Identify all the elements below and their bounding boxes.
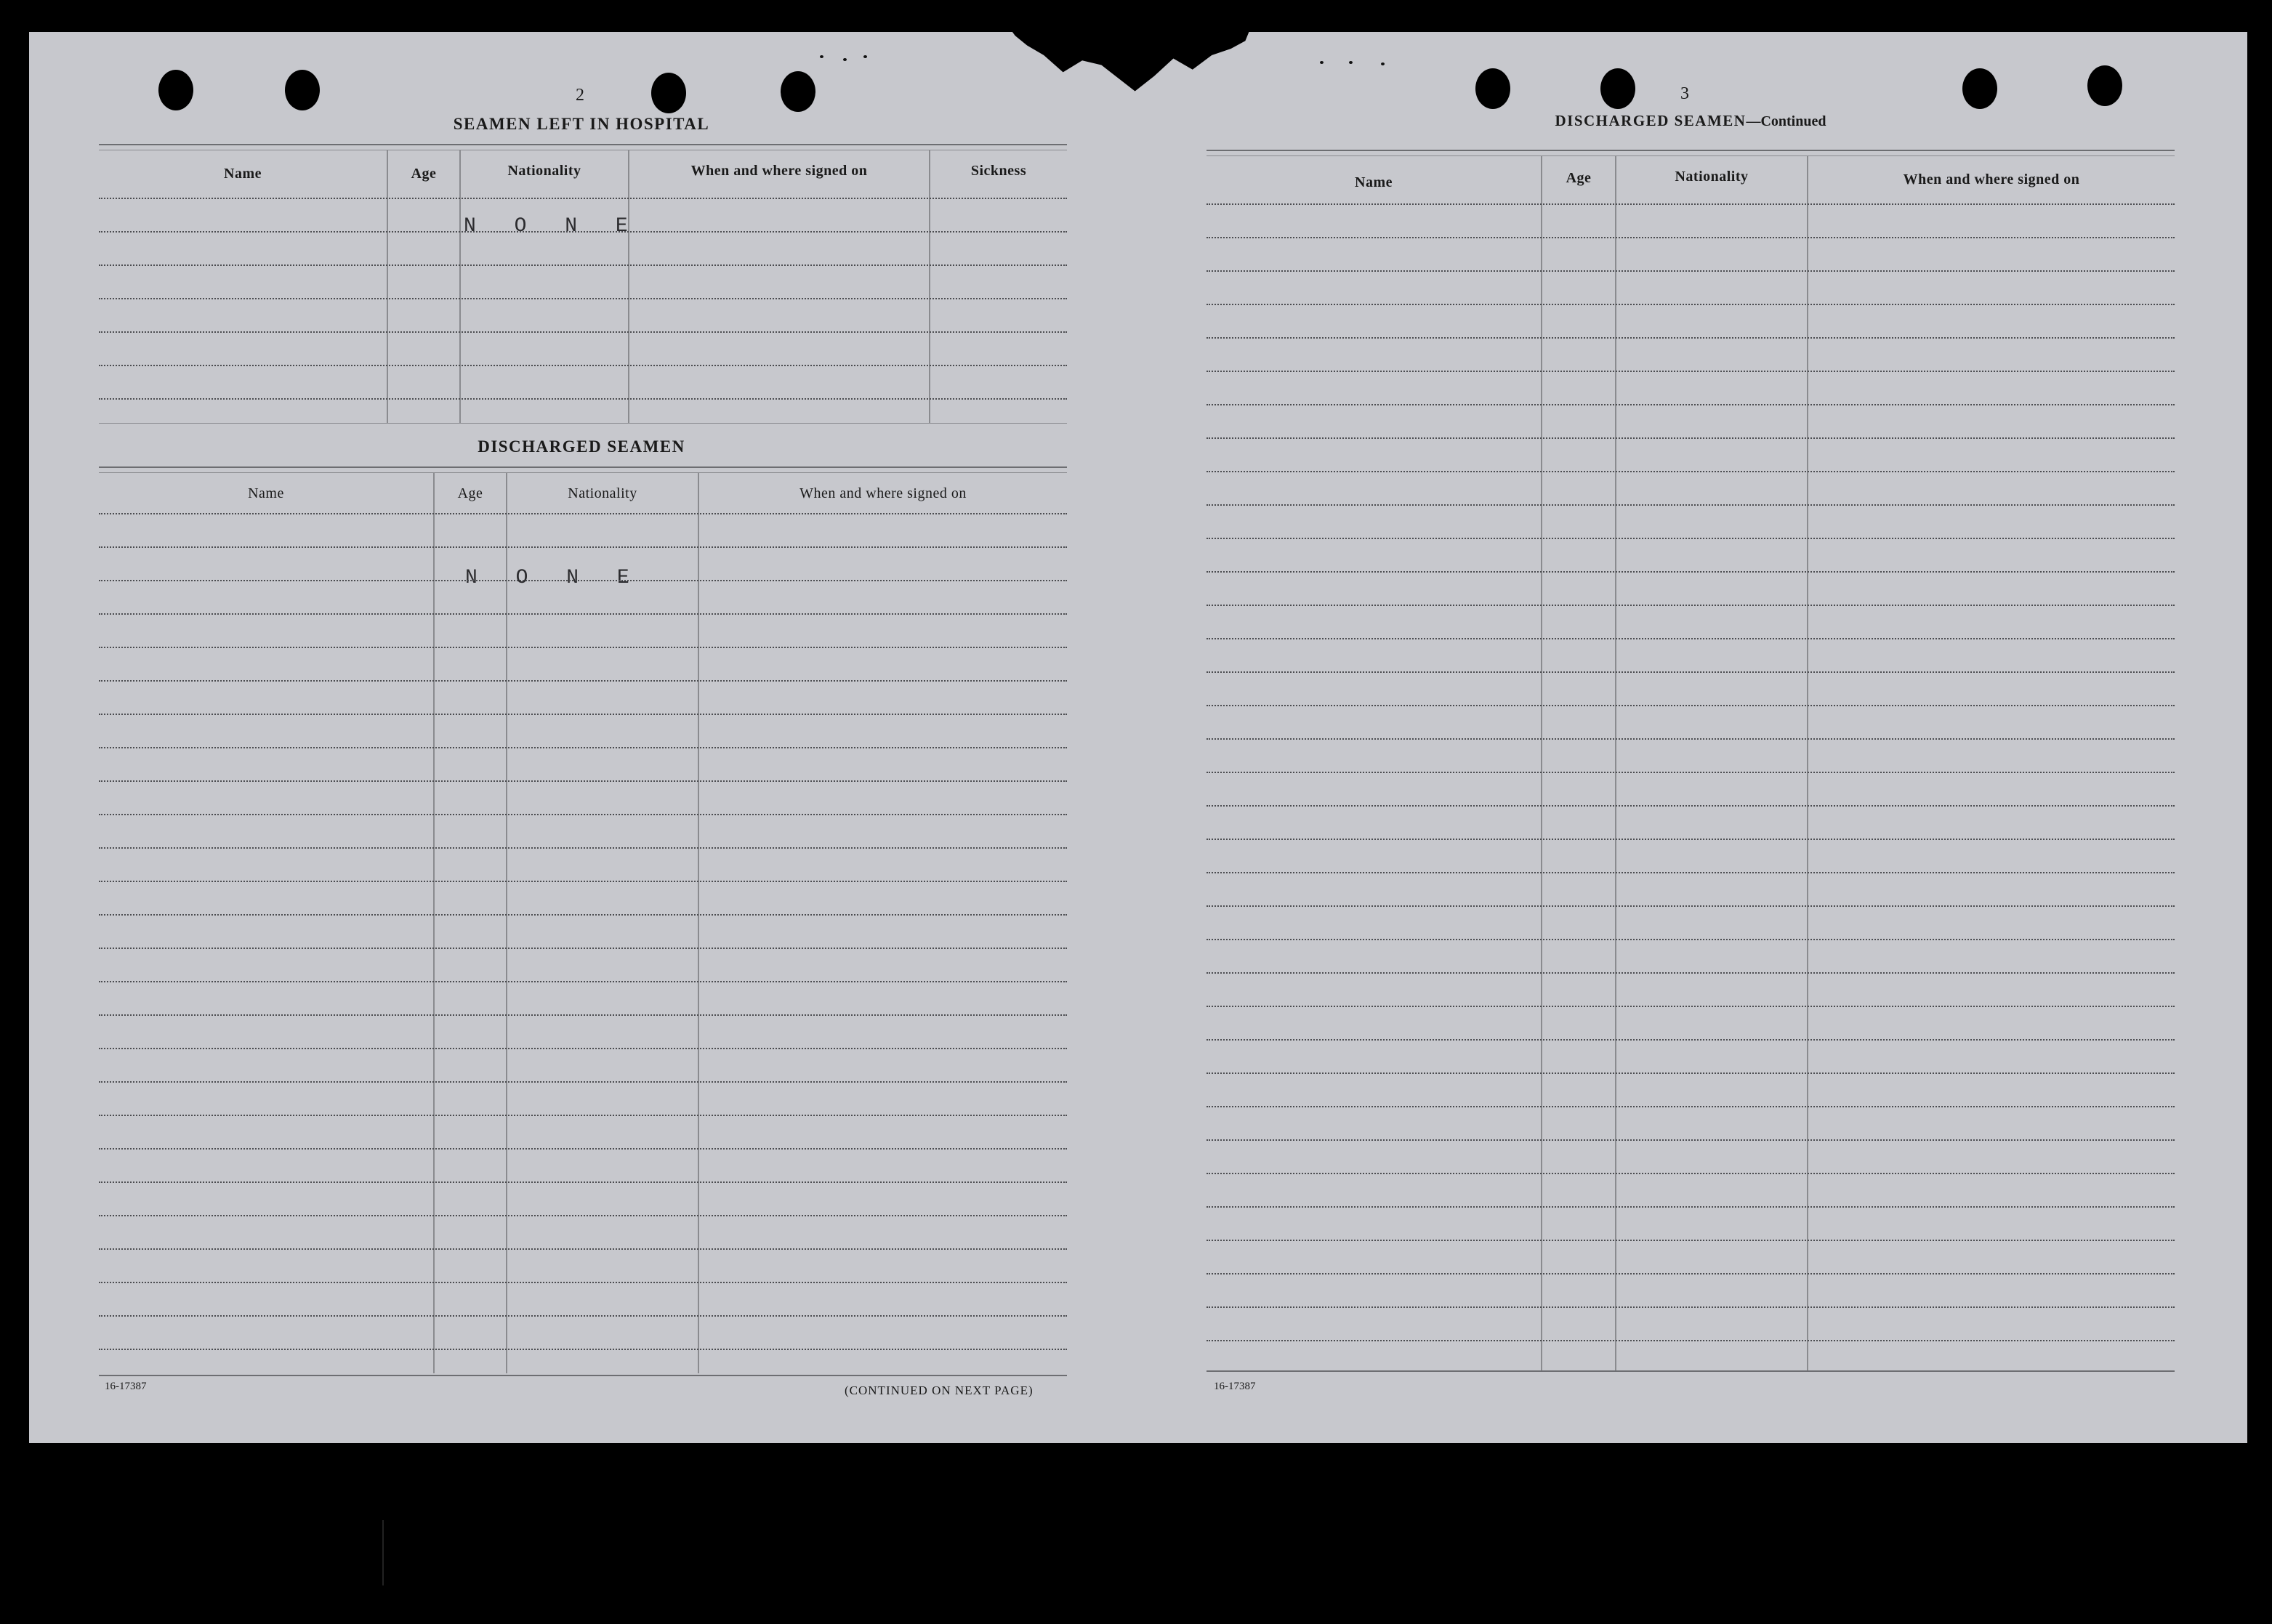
form-row-line bbox=[1207, 839, 2175, 840]
form-row-line bbox=[99, 398, 1067, 400]
form-row-line bbox=[1207, 237, 2175, 238]
form-row-line bbox=[1207, 872, 2175, 873]
column-header-nationality: Nationality bbox=[507, 163, 581, 179]
hospital-entry: N O N E bbox=[464, 215, 641, 238]
form-row-line bbox=[99, 914, 1067, 916]
punch-hole bbox=[285, 70, 320, 110]
rule bbox=[99, 466, 1067, 468]
column-header-signed-on: When and where signed on bbox=[690, 163, 868, 179]
rule bbox=[99, 1375, 1067, 1376]
form-row-line bbox=[1207, 1173, 2175, 1174]
form-row-line bbox=[1207, 337, 2175, 339]
form-row-line bbox=[1207, 504, 2175, 506]
form-row-line bbox=[99, 1248, 1067, 1250]
form-row-line bbox=[1207, 1139, 2175, 1141]
column-divider bbox=[459, 150, 461, 423]
continued-note: (CONTINUED ON NEXT PAGE) bbox=[845, 1383, 1034, 1397]
column-divider bbox=[387, 150, 388, 423]
form-row-line bbox=[99, 580, 1067, 581]
column-divider bbox=[698, 472, 699, 1373]
form-row-line bbox=[1207, 371, 2175, 372]
discharged-section-title: DISCHARGED SEAMEN bbox=[478, 437, 685, 456]
punch-hole bbox=[1475, 68, 1510, 109]
form-row-line bbox=[1207, 1340, 2175, 1341]
form-row-line bbox=[99, 881, 1067, 882]
rule bbox=[1207, 150, 2175, 151]
form-row-line bbox=[1207, 605, 2175, 606]
form-row-line bbox=[99, 513, 1067, 514]
column-header-nationality: Nationality bbox=[1675, 169, 1749, 185]
rule bbox=[99, 423, 1067, 424]
form-row-line bbox=[99, 747, 1067, 748]
column-header-nationality: Nationality bbox=[568, 485, 637, 501]
form-row-line bbox=[1207, 1072, 2175, 1074]
form-row-line bbox=[1207, 1039, 2175, 1041]
form-row-line bbox=[1207, 1306, 2175, 1308]
hospital-table bbox=[99, 150, 1067, 423]
ink-speck bbox=[1349, 61, 1353, 64]
punch-hole bbox=[1600, 68, 1635, 109]
form-row-line bbox=[1207, 203, 2175, 205]
ink-speck bbox=[820, 55, 823, 58]
column-header-sickness: Sickness bbox=[970, 163, 1027, 179]
form-row-line bbox=[1207, 270, 2175, 272]
ink-speck bbox=[863, 55, 867, 58]
title-main: DISCHARGED SEAMEN bbox=[1555, 112, 1747, 129]
column-header-age: Age bbox=[411, 166, 437, 182]
ink-speck bbox=[1320, 61, 1324, 64]
punch-hole bbox=[781, 71, 815, 112]
rule bbox=[1207, 1370, 2175, 1372]
column-header-age: Age bbox=[1566, 170, 1592, 186]
form-row-line bbox=[1207, 638, 2175, 639]
column-divider bbox=[506, 472, 507, 1373]
form-row-line bbox=[1207, 404, 2175, 405]
punch-hole bbox=[2087, 65, 2122, 106]
form-row-line bbox=[1207, 437, 2175, 439]
form-row-line bbox=[1207, 671, 2175, 673]
column-header-name: Name bbox=[224, 166, 262, 182]
rule bbox=[99, 144, 1067, 145]
column-divider bbox=[929, 150, 930, 423]
form-row-line bbox=[1207, 972, 2175, 974]
form-row-line bbox=[1207, 705, 2175, 706]
form-row-line bbox=[99, 546, 1067, 548]
hospital-section-title: SEAMEN LEFT IN HOSPITAL bbox=[453, 115, 710, 133]
form-row-line bbox=[1207, 1273, 2175, 1274]
column-header-name: Name bbox=[248, 485, 284, 501]
form-row-line bbox=[99, 1282, 1067, 1283]
form-row-line bbox=[99, 647, 1067, 648]
title-suffix: —Continued bbox=[1746, 113, 1826, 129]
form-row-line bbox=[99, 231, 1067, 233]
form-row-line bbox=[1207, 1206, 2175, 1208]
form-row-line bbox=[99, 1181, 1067, 1183]
column-header-name: Name bbox=[1355, 174, 1393, 190]
column-divider bbox=[433, 472, 435, 1373]
form-row-line bbox=[1207, 939, 2175, 940]
form-row-line bbox=[1207, 772, 2175, 773]
ink-speck bbox=[843, 58, 847, 61]
form-row-line bbox=[99, 847, 1067, 849]
discharged-table bbox=[99, 472, 1067, 1373]
ink-speck bbox=[1381, 62, 1385, 65]
form-row-line bbox=[99, 264, 1067, 266]
punch-hole bbox=[651, 73, 686, 113]
stray-mark bbox=[382, 1520, 384, 1585]
column-header-signed-on: When and where signed on bbox=[799, 485, 967, 501]
form-row-line bbox=[99, 1048, 1067, 1049]
form-row-line bbox=[99, 1148, 1067, 1150]
form-row-line bbox=[99, 1081, 1067, 1083]
right-page-title bbox=[1538, 112, 1843, 130]
form-row-line bbox=[99, 198, 1067, 199]
punch-hole bbox=[158, 70, 193, 110]
page-number: 3 bbox=[1680, 84, 1689, 103]
form-row-line bbox=[1207, 1240, 2175, 1241]
form-row-line bbox=[1207, 1006, 2175, 1007]
page-number: 2 bbox=[576, 86, 584, 105]
form-row-line bbox=[1207, 538, 2175, 539]
discharged-continued-table bbox=[1207, 155, 2175, 1370]
discharged-entry: N O N E bbox=[465, 567, 642, 589]
form-row-line bbox=[99, 331, 1067, 333]
form-row-line bbox=[99, 1215, 1067, 1216]
form-row-line bbox=[99, 714, 1067, 715]
form-row-line bbox=[99, 1115, 1067, 1116]
form-row-line bbox=[99, 298, 1067, 299]
form-row-line bbox=[99, 981, 1067, 982]
form-number: 16-17387 bbox=[1214, 1381, 1256, 1392]
form-row-line bbox=[1207, 304, 2175, 305]
form-row-line bbox=[1207, 571, 2175, 573]
column-header-age: Age bbox=[457, 485, 483, 501]
form-row-line bbox=[99, 1349, 1067, 1350]
form-row-line bbox=[99, 1315, 1067, 1317]
form-row-line bbox=[1207, 1106, 2175, 1107]
form-number: 16-17387 bbox=[105, 1381, 147, 1392]
form-row-line bbox=[99, 814, 1067, 815]
form-row-line bbox=[99, 780, 1067, 782]
form-row-line bbox=[99, 613, 1067, 615]
punch-hole bbox=[1962, 68, 1997, 109]
column-header-signed-on: When and where signed on bbox=[1903, 171, 2080, 187]
form-row-line bbox=[99, 1014, 1067, 1016]
form-row-line bbox=[99, 680, 1067, 682]
form-row-line bbox=[1207, 805, 2175, 807]
form-row-line bbox=[1207, 471, 2175, 472]
form-row-line bbox=[1207, 905, 2175, 907]
form-row-line bbox=[99, 365, 1067, 366]
form-row-line bbox=[1207, 738, 2175, 740]
form-row-line bbox=[99, 948, 1067, 949]
column-divider bbox=[628, 150, 629, 423]
